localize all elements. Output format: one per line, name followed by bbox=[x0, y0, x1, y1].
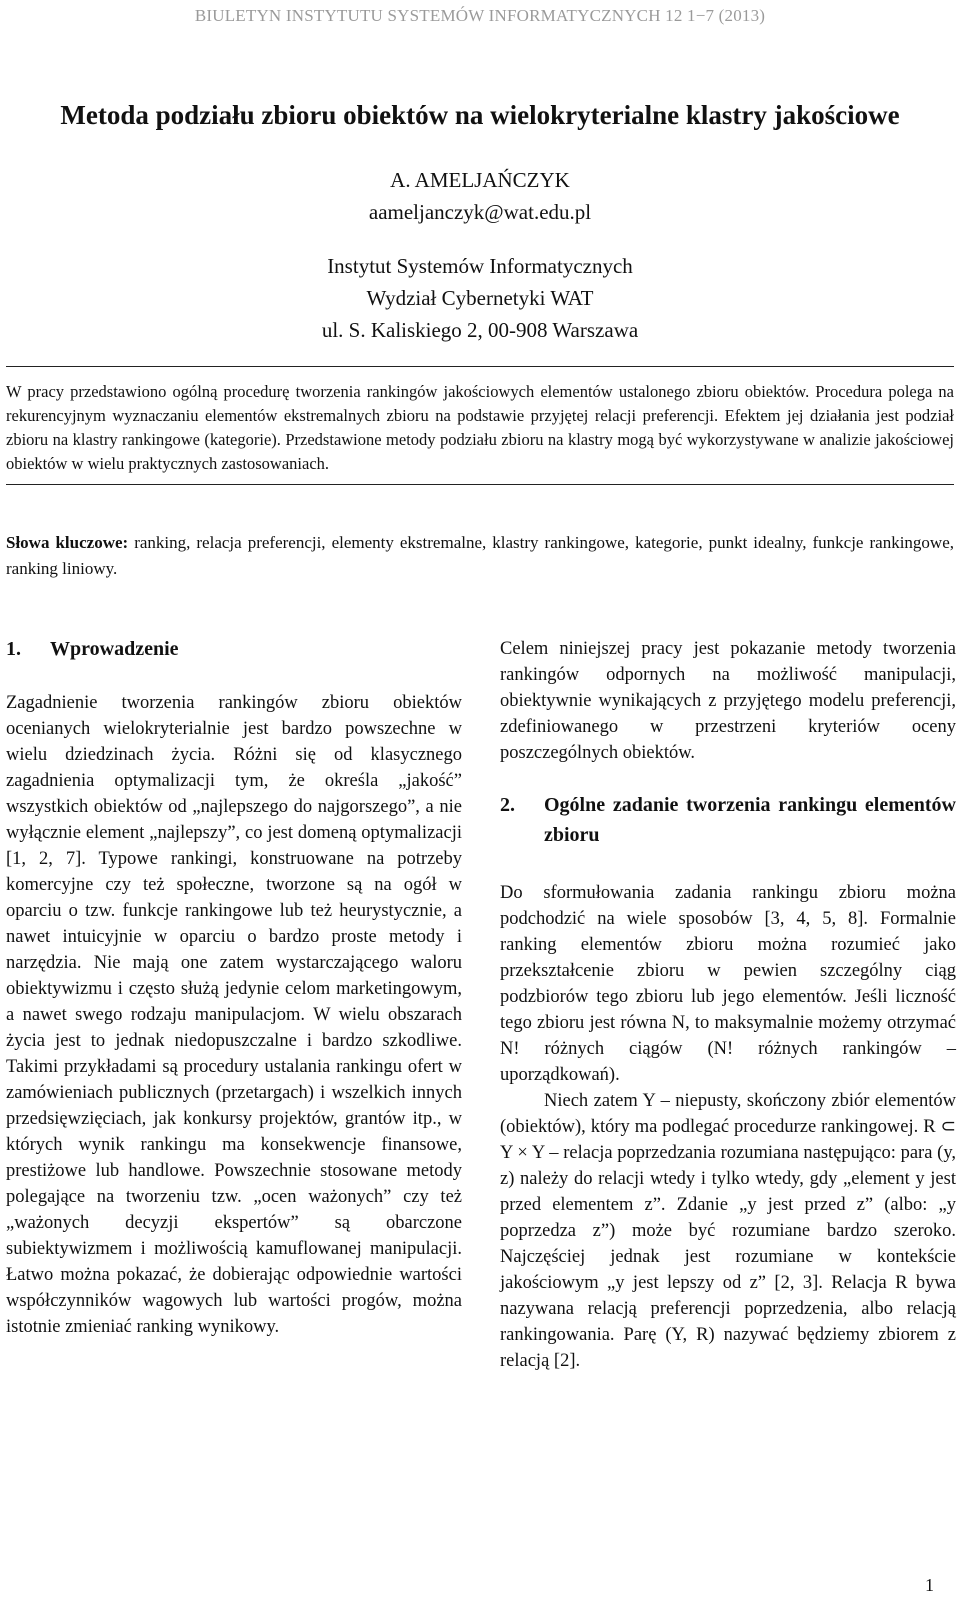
abstract-top-rule bbox=[6, 366, 954, 367]
author-email[interactable]: aameljanczyk@wat.edu.pl bbox=[368, 200, 592, 224]
section-1-number: 1. bbox=[6, 638, 21, 660]
affiliation-institute: Instytut Systemów Informatycznych bbox=[327, 254, 633, 278]
affiliation-address: ul. S. Kaliskiego 2, 00-908 Warszawa bbox=[321, 318, 639, 342]
section-2-number: 2. bbox=[500, 794, 515, 816]
keywords bbox=[6, 530, 954, 582]
intro-aim-paragraph: Celem niniejszej pracy jest pokazanie metody tworzenia rankingów odpornych na możliwość manipulacji, obiektywnie wynikających z przyjętego modelu preferencji, zdefiniowanego w przestrzeni kryteriów oceny poszczególnych obiektów. bbox=[500, 639, 956, 763]
left-column bbox=[6, 636, 462, 1340]
section-1-paragraph: Zagadnienie tworzenia rankingów zbioru obiektów ocenianych wielokryterialnie jest bardzo powszechne w wielu dziedzinach życia. Różni się od klasycznego zagadnienia optymalizacji tym, że określa „jakość” wszystkich obiektów od „najlepszego do najgorszego”, a nie wyłącznie element „najlepszy”, co jest domeną optymalizacji [1, 2, 7]. Typowe rankingi, konstruowane na potrzeby komercyjne czy też społeczne, tworzone są na ogół w oparciu o tzw. funkcje rankingowe lub też heurystycznie, a nawet intuicyjnie w oparciu o bardzo proste metody i narzędzia. Nie mają one zatem wystarczającego waloru obiektywizmu i często służą jedynie celom marketingowym, a nawet swego rodzaju manipulacjom. W wielu obszarach życia jest to jednak niedopuszczalne i bardzo szkodliwe. Takimi przykładami są procedury ustalania rankingu ofert w zamówieniach publicznych (przetargach) i wszelkich innych przedsięwzięciach, jak konkursy projektów, grantów itp., w których wynik rankingu ma konsekwencje finansowe, prestiżowe lub handlowe. Powszechnie stosowane metody polegające na tworzeniu tzw. „ocen ważonych” czy też „ważonych decyzji ekspertów” są obarczone subiektywizmem i możliwością kamuflowanej manipulacji. Łatwo można pokazać, że dobierając odpowiednie wartości współczynników wagowych lub wartości progów, można istotnie zmieniać ranking wynikowy. bbox=[6, 693, 462, 1337]
section-2-heading bbox=[500, 790, 956, 850]
paper-title: Metoda podziału zbioru obiektów na wielokryterialne klastry jakościowe bbox=[60, 100, 900, 130]
author-name: A. AMELJAŃCZYK bbox=[390, 168, 570, 192]
running-head: BIULETYN INSTYTUTU SYSTEMÓW INFORMATYCZNYCH 12 1−7 (2013) bbox=[194, 6, 766, 25]
section-2-title: Ogólne zadanie tworzenia rankingu elementów zbioru bbox=[544, 794, 956, 846]
abstract: W pracy przedstawiono ogólną procedurę tworzenia rankingów jakościowych elementów ustalonego zbioru obiektów. Procedura polega na rekurencyjnym wyznaczaniu elementów ekstremalnych zbioru na podstawie przyjętej relacji preferencji. Efektem jej działania jest podział zbioru na klastry rankingowe (kategorie). Przedstawione metody podziału zbioru na klastry mogą być wykorzystywane w analizie jakościowej obiektów w wielu praktycznych zastosowaniach. bbox=[6, 382, 954, 473]
section-1-title: Wprowadzenie bbox=[50, 638, 179, 660]
keywords-label: Słowa kluczowe: bbox=[6, 533, 129, 552]
section-2-paragraph-2: Niech zatem Y – niepusty, skończony zbiór elementów (obiektów), który ma podlegać procedurze rankingowej. R ⊂ Y × Y – relacja poprzedzania rozumiana następująco: para (y, z) należy do relacji wtedy i tylko wtedy, gdy „element y jest przed elementem z”. Zdanie „y jest przed z” (albo: „y poprzedza z”) może być rozumiane bardzo szeroko. Najczęściej jednak jest rozumiane w kontekście jakościowym „y jest lepszy od z” [2, 3]. Relacja R bywa nazywana relacją preferencji poprzedzenia, albo relacją rankingowania. Parę (Y, R) nazywać będziemy zbiorem z relacją [2]. bbox=[500, 1091, 956, 1371]
page-number: 1 bbox=[925, 1575, 934, 1595]
abstract-bottom-rule bbox=[6, 484, 954, 485]
affiliation-faculty: Wydział Cybernetyki WAT bbox=[366, 286, 594, 310]
right-column bbox=[500, 636, 956, 1374]
section-2-paragraph-1: Do sformułowania zadania rankingu zbioru można podchodzić na wiele sposobów [3, 4, 5, 8]. Formalnie ranking elementów zbioru można rozumieć jako przekształcenie zbioru w pewien szczególny ciąg podzbiorów tego zbioru lub jego elementów. Jeśli liczność tego zbioru jest równa N, to maksymalnie możemy otrzymać N! różnych ciągów (N! różnych rankingów – uporządkowań). bbox=[500, 883, 956, 1085]
keywords-text: ranking, relacja preferencji, elementy ekstremalne, klastry rankingowe, kategorie, punkt idealny, funkcje rankingowe, ranking liniowy. bbox=[6, 533, 954, 578]
section-1-heading bbox=[6, 636, 462, 662]
author-block bbox=[0, 164, 960, 346]
